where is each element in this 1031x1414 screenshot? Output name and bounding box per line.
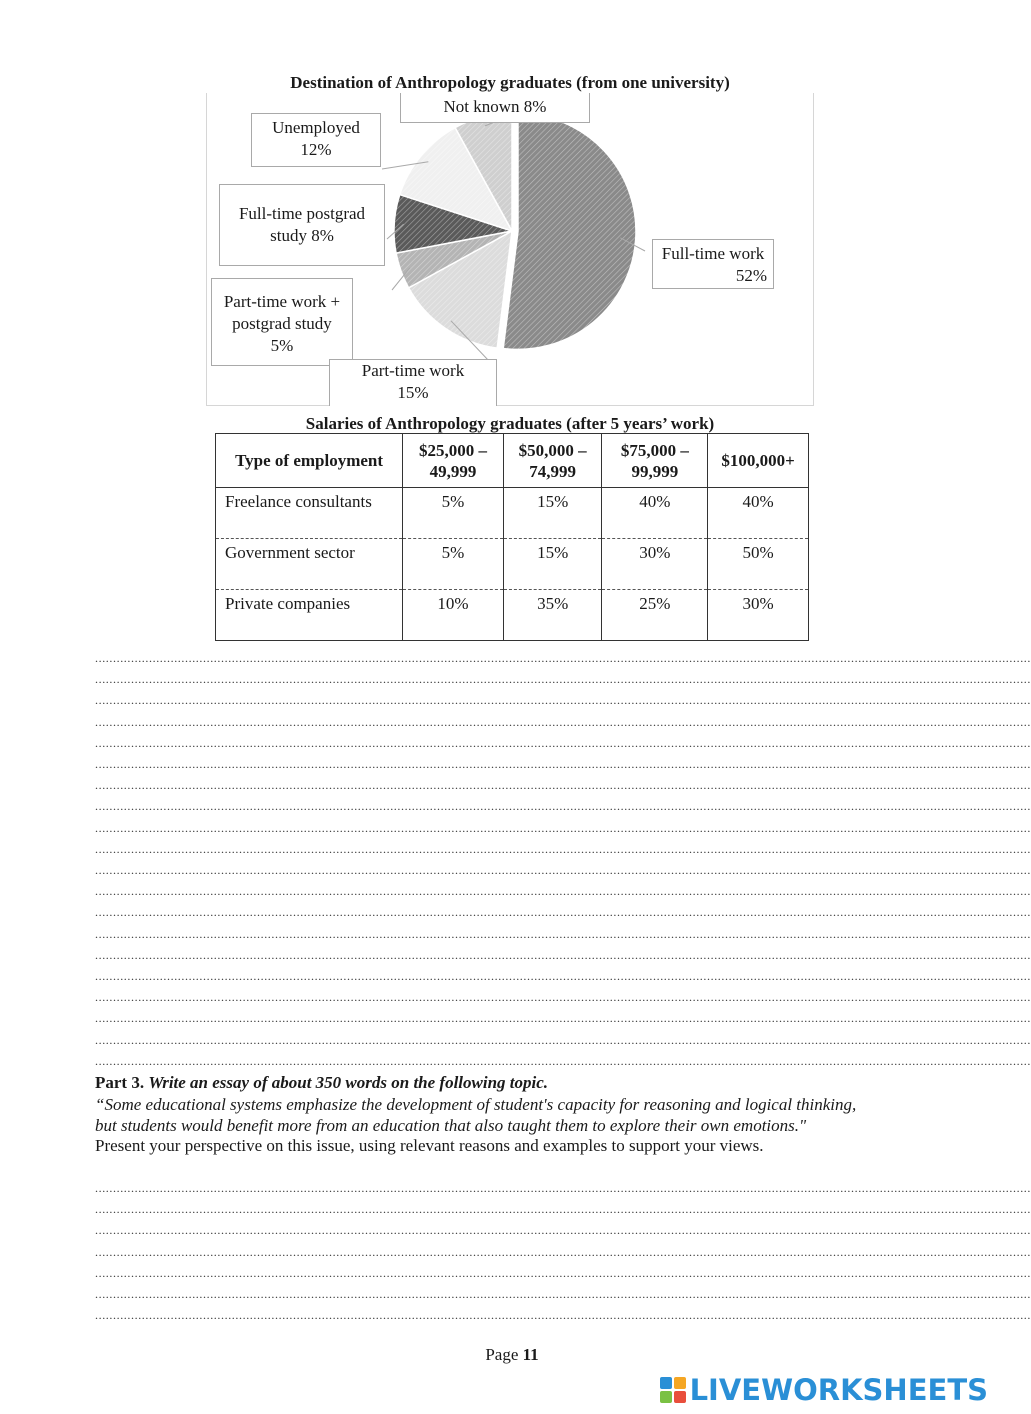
pie-slice-full-time-work [503,113,636,349]
answer-line[interactable]: .................................................................................................................................................................................................................................................................... [95,651,1031,665]
table-cell: 30% [602,539,708,590]
answer-line[interactable]: .................................................................................................................................................................................................................................................................... [95,969,1031,983]
table-cell: 5% [403,488,504,539]
table-cell: 40% [602,488,708,539]
table-cell: 30% [708,590,809,641]
answer-line[interactable]: .................................................................................................................................................................................................................................................................... [95,820,1031,835]
answer-line[interactable]: .................................................................................................................................................................................................................................................................... [95,1265,1031,1280]
table-cell: 25% [602,590,708,641]
pie-chart-title: Destination of Anthropology graduates (from one university) [290,73,730,92]
answer-line[interactable]: .................................................................................................................................................................................................................................................................... [95,905,1031,920]
page-number: Page 11 [485,1345,539,1364]
answer-line[interactable]: .................................................................................................................................................................................................................................................................... [95,926,1031,941]
answer-line[interactable]: .................................................................................................................................................................................................................................................................... [95,1244,1031,1259]
answer-line[interactable]: .................................................................................................................................................................................................................................................................... [95,863,1031,877]
answer-line[interactable]: .................................................................................................................................................................................................................................................................... [95,1011,1031,1026]
callout-unemployed: Unemployed 12% [251,113,381,167]
table-cell: 50% [708,539,809,590]
answer-line[interactable]: .................................................................................................................................................................................................................................................................... [95,778,1031,793]
part3-label: Part 3. [95,1073,145,1092]
answer-line[interactable]: .................................................................................................................................................................................................................................................................... [95,1202,1031,1217]
table-cell: Freelance consultants [216,488,403,539]
answer-line[interactable]: .................................................................................................................................................................................................................................................................... [95,947,1031,962]
essay-topic-quote: “Some educational systems emphasize the development of student's capacity for reasoning and logical thinking, but students would benefit more from an education that also taught them to explore their own emotions." [95,1095,857,1135]
header-50k: $50,000 – 74,999 [503,434,602,488]
salary-table [215,433,809,641]
logo-text: LIVEWORKSHEETS [689,1373,988,1407]
table-title: Salaries of Anthropology graduates (after 5 years’ work) [305,414,715,433]
answer-line[interactable]: .................................................................................................................................................................................................................................................................... [95,735,1031,750]
callout-fulltime-postgrad: Full-time postgrad study 8% [219,184,385,266]
answer-line[interactable]: .................................................................................................................................................................................................................................................................... [95,990,1031,1005]
answer-line[interactable]: .................................................................................................................................................................................................................................................................... [95,1287,1031,1301]
liveworksheets-logo [660,1372,988,1408]
answer-line[interactable]: .................................................................................................................................................................................................................................................................... [95,1032,1031,1047]
table-cell: 15% [503,539,602,590]
header-75k: $75,000 – 99,999 [602,434,708,488]
table-cell: Government sector [216,539,403,590]
table-cell: 5% [403,539,504,590]
answer-line[interactable]: .................................................................................................................................................................................................................................................................... [95,757,1031,771]
answer-line[interactable]: .................................................................................................................................................................................................................................................................... [95,1053,1031,1068]
table-cell: 10% [403,590,504,641]
callout-parttime-work: Part-time work 15% [329,359,497,406]
table-row [216,590,809,641]
essay-prompt: Present your perspective on this issue, using relevant reasons and examples to support your views. [95,1136,764,1155]
pie-chart-frame [206,93,814,406]
answer-line[interactable]: .................................................................................................................................................................................................................................................................... [95,841,1031,856]
table-cell: 40% [708,488,809,539]
part3-heading [95,1073,548,1093]
answer-line[interactable]: .................................................................................................................................................................................................................................................................... [95,884,1031,899]
part3-instruction: Write an essay of about 350 words on the following topic. [148,1073,549,1092]
table-cell: 15% [503,488,602,539]
logo-icon [660,1377,686,1403]
answer-line[interactable]: .................................................................................................................................................................................................................................................................... [95,672,1031,687]
header-25k: $25,000 – 49,999 [403,434,504,488]
answer-line[interactable]: .................................................................................................................................................................................................................................................................... [95,693,1031,708]
header-type: Type of employment [216,434,403,488]
answer-line[interactable]: .................................................................................................................................................................................................................................................................... [95,1223,1031,1238]
table-row [216,539,809,590]
callout-not-known: Not known 8% [400,93,590,123]
callout-parttime-postgrad: Part-time work + postgrad study 5% [211,278,353,366]
table-row [216,488,809,539]
answer-line[interactable]: .................................................................................................................................................................................................................................................................... [95,1181,1031,1195]
answer-line[interactable]: .................................................................................................................................................................................................................................................................... [95,799,1031,814]
table-cell: 35% [503,590,602,641]
header-100k: $100,000+ [708,434,809,488]
answer-line[interactable]: .................................................................................................................................................................................................................................................................... [95,1308,1031,1323]
table-header-row [216,434,809,488]
answer-line[interactable]: .................................................................................................................................................................................................................................................................... [95,714,1031,729]
table-cell: Private companies [216,590,403,641]
callout-fulltime-work: Full-time work 52% [652,239,774,289]
